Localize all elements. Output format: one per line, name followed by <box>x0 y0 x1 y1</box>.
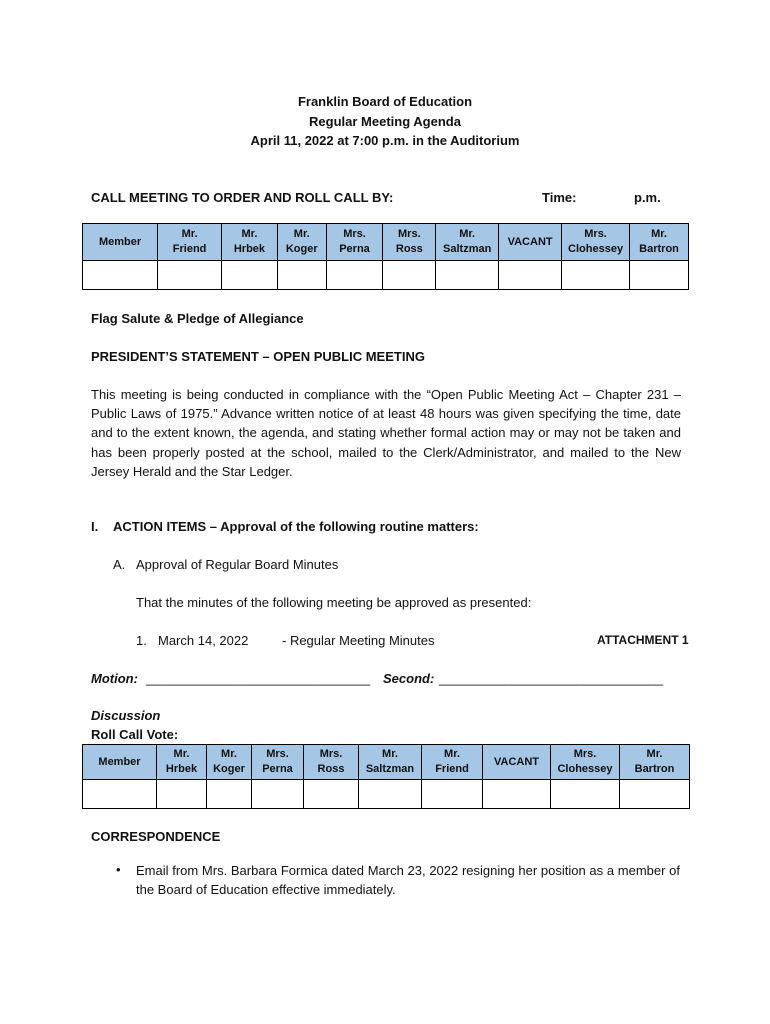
roll-table-1-header: Mr. Bartron <box>630 224 689 261</box>
flag-salute: Flag Salute & Pledge of Allegiance <box>91 311 304 326</box>
agenda-title: Regular Meeting Agenda <box>309 114 461 129</box>
meeting-date-location: April 11, 2022 at 7:00 p.m. in the Auditorium <box>250 133 520 148</box>
roll-cell[interactable] <box>326 261 383 290</box>
roll-table-2-entry-row <box>83 780 690 809</box>
roll-cell[interactable] <box>158 261 222 290</box>
roll-cell[interactable] <box>620 780 690 809</box>
motion-label: Motion: <box>91 671 138 686</box>
roll-table-2-header: Mrs. Perna <box>252 745 304 780</box>
roll-table-2-header: Mrs. Ross <box>304 745 359 780</box>
roll-cell[interactable] <box>422 780 483 809</box>
roll-table-1-header: Mr. Hrbek <box>222 224 278 261</box>
roll-cell[interactable] <box>383 261 436 290</box>
item-date: March 14, 2022 <box>158 633 249 648</box>
roll-table-1-entry-row <box>83 261 689 290</box>
discussion-label: Discussion <box>91 708 161 723</box>
correspondence-item: Email from Mrs. Barbara Formica dated March 23, 2022 resigning her position as a member of the Board of Education effective immediately. <box>136 863 680 898</box>
roll-cell[interactable] <box>499 261 562 290</box>
roll-cell[interactable] <box>304 780 359 809</box>
roll-table-1-header: Mr. Saltzman <box>436 224 499 261</box>
roll-table-1-header: Mrs. Ross <box>383 224 436 261</box>
motion-blank-line[interactable]: _______________________________ <box>146 671 371 686</box>
roll-cell[interactable] <box>562 261 630 290</box>
roll-table-2-header: VACANT <box>483 745 551 780</box>
roll-cell[interactable] <box>359 780 422 809</box>
roll-table-1-header: Mr. Koger <box>277 224 326 261</box>
roll-table-1-header: VACANT <box>499 224 562 261</box>
roll-cell[interactable] <box>252 780 304 809</box>
roll-table-2-header: Mr. Bartron <box>620 745 690 780</box>
pm-label: p.m. <box>634 190 661 205</box>
bullet-icon: • <box>116 862 121 877</box>
call-to-order-label: CALL MEETING TO ORDER AND ROLL CALL BY: <box>91 190 394 205</box>
resolution-text: That the minutes of the following meeting be approved as presented: <box>136 595 532 610</box>
time-label: Time: <box>542 190 577 205</box>
roll-table-2-header: Mr. Saltzman <box>359 745 422 780</box>
second-label: Second: <box>383 671 435 686</box>
roll-table-1-header: Mr. Friend <box>158 224 222 261</box>
roll-cell[interactable] <box>157 780 207 809</box>
president-statement-body: This meeting is being conducted in compliance with the “Open Public Meeting Act – Chapter 231 – Public Laws of 1975.” Advance written notice of at least 48 hours was given specifying the time, date and to the extent known, the agenda, and stating whether formal action may or may not be taken and has been properly posted at the school, mailed to the Clerk/Administrator, and mailed to the New Jersey Herald and the Star Ledger. <box>91 387 681 479</box>
roll-cell[interactable] <box>83 261 158 290</box>
board-name: Franklin Board of Education <box>297 94 473 109</box>
roll-table-1-header: Member <box>83 224 158 261</box>
roll-table-2-header: Mr. Hrbek <box>157 745 207 780</box>
roll-table-1-header: Mrs. Perna <box>326 224 383 261</box>
roll-cell[interactable] <box>483 780 551 809</box>
roll-call-table-1 <box>82 223 689 290</box>
roll-table-2-header: Mrs. Clohessey <box>551 745 620 780</box>
roll-cell[interactable] <box>207 780 252 809</box>
roll-call-vote-label: Roll Call Vote: <box>91 727 179 742</box>
item-description: - Regular Meeting Minutes <box>282 633 435 648</box>
action-items-heading: ACTION ITEMS – Approval of the following routine matters: <box>113 519 479 534</box>
roll-table-2-header: Mr. Koger <box>207 745 252 780</box>
roll-cell[interactable] <box>436 261 499 290</box>
correspondence-heading: CORRESPONDENCE <box>91 829 221 844</box>
sub-item-a-text: Approval of Regular Board Minutes <box>136 557 339 572</box>
attachment-label: ATTACHMENT 1 <box>597 633 689 647</box>
roll-table-2-header-row <box>83 745 690 780</box>
sub-item-letter: A. <box>113 557 126 572</box>
roll-cell[interactable] <box>551 780 620 809</box>
roll-table-2-header: Mr. Friend <box>422 745 483 780</box>
roll-cell[interactable] <box>222 261 278 290</box>
section-numeral: I. <box>91 519 99 534</box>
president-statement-heading: PRESIDENT’S STATEMENT – OPEN PUBLIC MEETING <box>91 349 425 364</box>
roll-cell[interactable] <box>277 261 326 290</box>
roll-cell[interactable] <box>630 261 689 290</box>
item-number: 1. <box>136 633 147 648</box>
second-blank-line[interactable]: _______________________________ <box>439 671 664 686</box>
roll-table-2-header: Member <box>83 745 157 780</box>
roll-table-1-header-row <box>83 224 689 261</box>
roll-call-table-2 <box>82 744 690 809</box>
roll-cell[interactable] <box>83 780 157 809</box>
roll-table-1-header: Mrs. Clohessey <box>562 224 630 261</box>
